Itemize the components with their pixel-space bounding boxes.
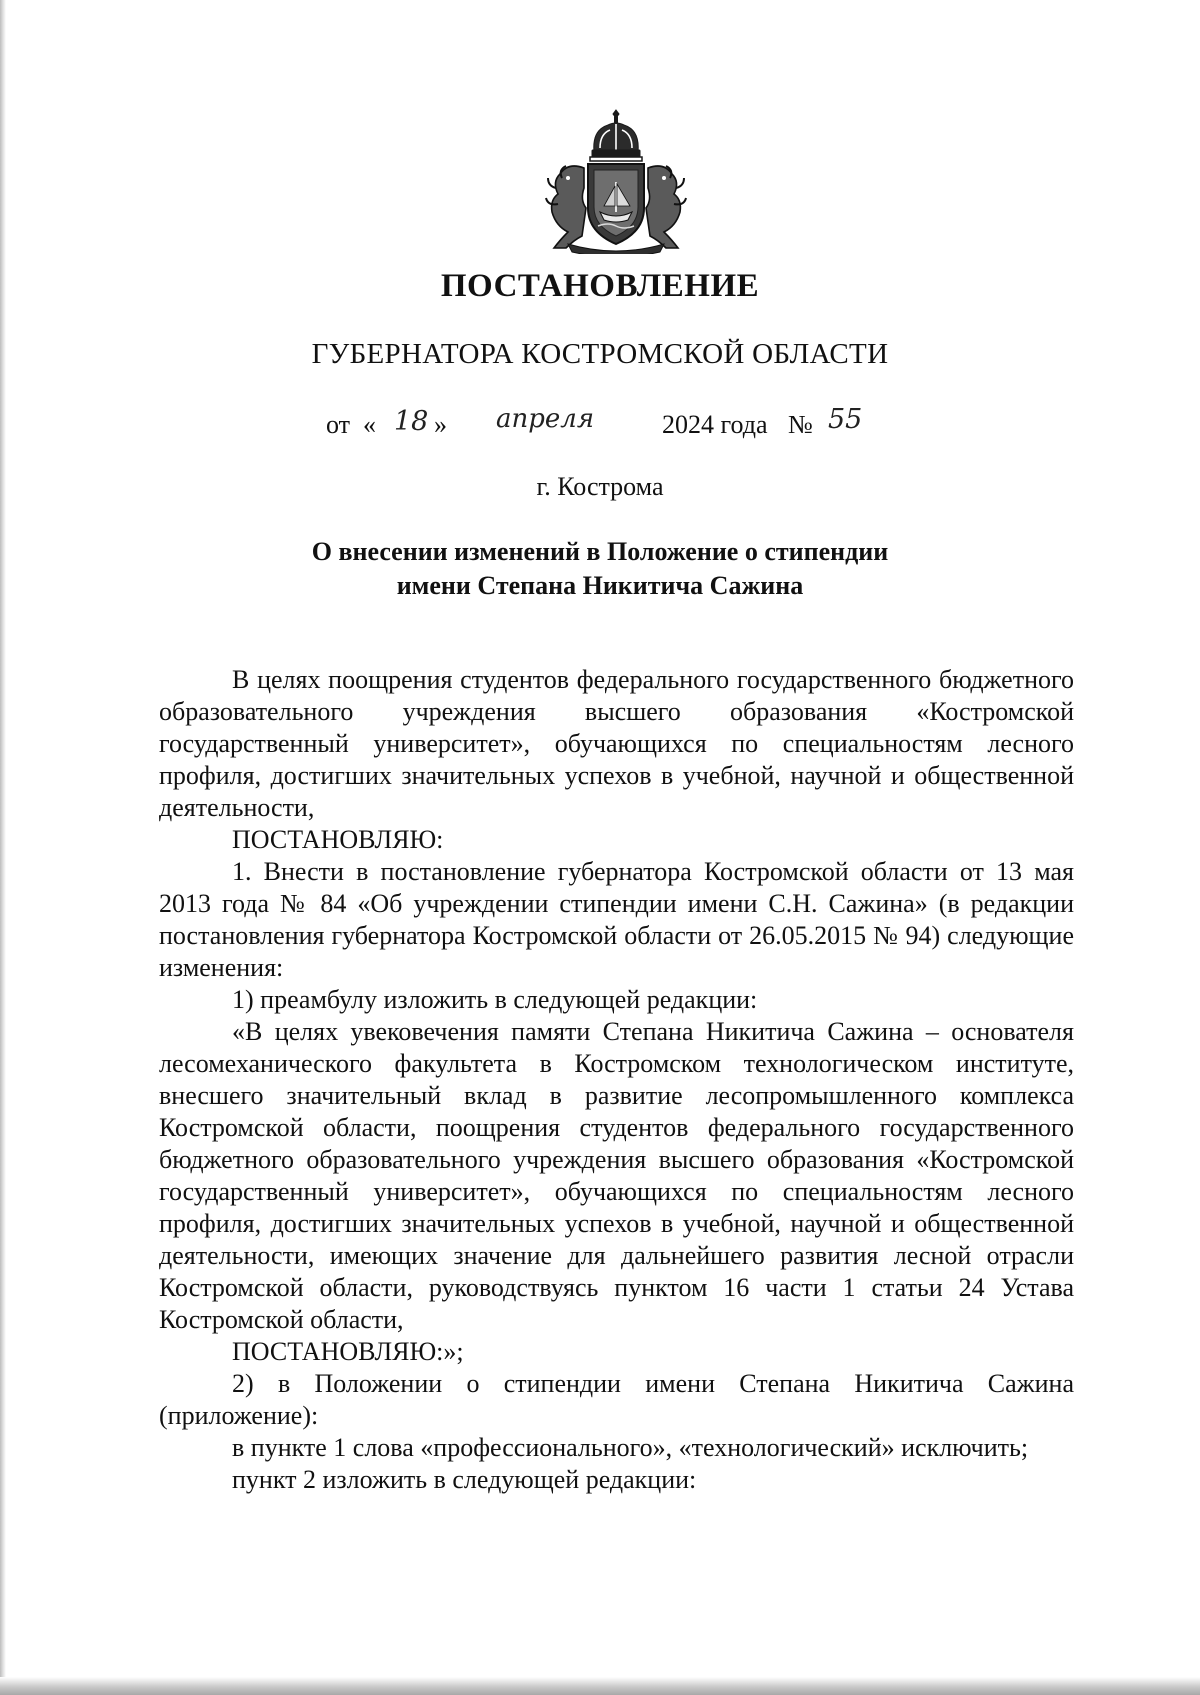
body-paragraph: В целях поощрения студентов федерального государственного бюджетного образовательного учреждения высшего образования «Костромской государственный университет», обучающихся по специальностям лесного профиля, достигших значительных успехов в учебной, научной и общественной деятельности, [159,665,1074,822]
coat-of-arms-emblem [538,108,694,254]
heading-line: имени Степана Никитича Сажина [396,571,804,600]
body-paragraph: 2) в Положении о стипендии имени Степана Никитича Сажина (приложение): [159,1369,1074,1430]
number-sign: № [788,410,813,439]
body-paragraph: в пункте 1 слова «профессионального», «технологический» исключить; [232,1433,1029,1462]
heading-line: О внесении изменений в Положение о стипендии [311,537,889,566]
date-close-quote: » [434,410,447,439]
body-paragraph: «В целях увековечения памяти Степана Никитича Сажина – основателя лесомеханического факультета в Костромском технологическом институте, внесшего значительный вклад в развитие лесопромышленного комплекса Костромской области, поощрения студентов федерального государственного бюджетного образовательного учреждения высшего образования «Костромской государственный университет», обучающихся по специальностям лесного профиля, достигших значительных успехов в учебной, научной и общественной деятельности, имеющих значение для дальнейшего развития лесной отрасли Костромской области, руководствуясь пунктом 16 части 1 статьи 24 Устава Костромской области, [159,1017,1074,1334]
document-heading [0,535,1200,603]
date-month-handwritten: апреля [496,404,595,434]
date-year: 2024 года [662,410,768,439]
document-title: ПОСТАНОВЛЕНИЕ [440,268,760,304]
body-paragraph: ПОСТАНОВЛЯЮ: [232,825,444,854]
body-paragraph: 1) преамбулу изложить в следующей редакции: [232,985,758,1014]
date-prefix: от [326,410,351,439]
date-open-quote: « [363,410,376,439]
document-number-handwritten: 55 [828,404,863,435]
scan-edge-left [0,0,6,1695]
body-paragraph: 1. Внести в постановление губернатора Костромской области от 13 мая 2013 года № 84 «Об учреждении стипендии имени С.Н. Сажина» (в редакции постановления губернатора Костромской области от 26.05.2015 № 94) следующие изменения: [159,857,1074,982]
document-body [159,664,1074,1496]
city-line: г. Кострома [536,472,664,501]
date-day-handwritten: 18 [394,406,429,437]
body-paragraph: пункт 2 изложить в следующей редакции: [232,1465,697,1494]
scan-edge-bottom [0,1677,1200,1695]
issuer-subtitle: ГУБЕРНАТОРА КОСТРОМСКОЙ ОБЛАСТИ [311,338,889,370]
body-paragraph: ПОСТАНОВЛЯЮ:»; [232,1337,464,1366]
date-line [0,404,1200,450]
